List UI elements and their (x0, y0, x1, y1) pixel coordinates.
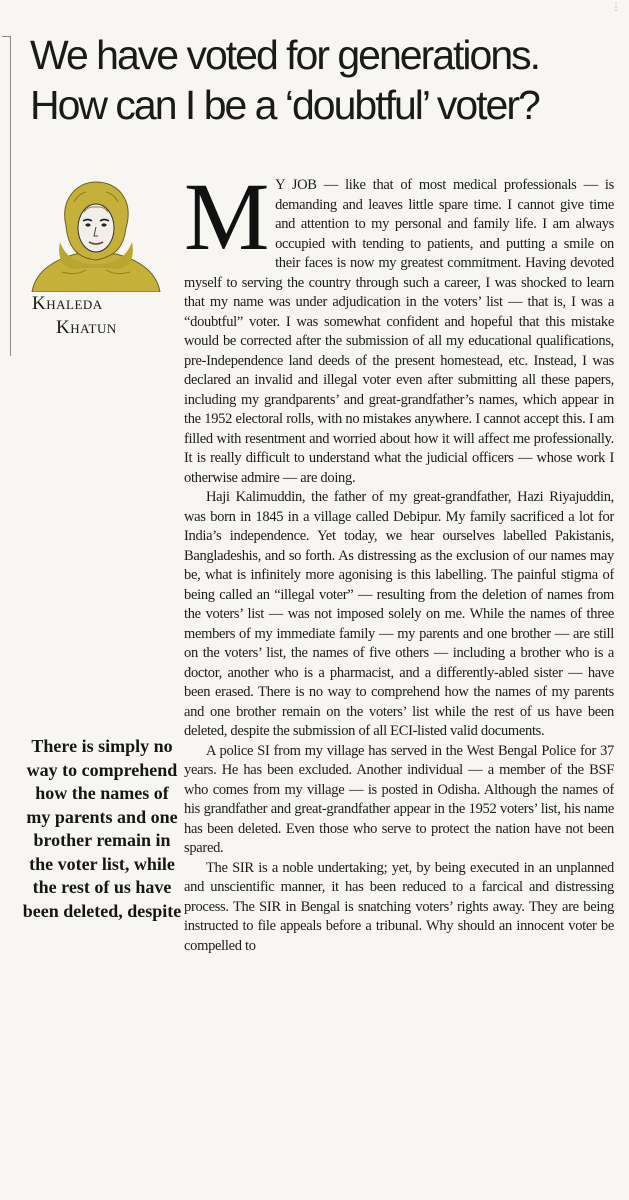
author-last-name: Khatun (56, 317, 117, 338)
left-rule-tick (2, 36, 11, 37)
headline (30, 30, 620, 130)
drop-cap: M (184, 176, 270, 270)
headline-line-2: How can I be a ‘doubtful’ voter? (30, 82, 539, 128)
author-first-name: Khaleda (32, 293, 103, 314)
article-body (184, 176, 614, 1184)
article-paragraph: A police SI from my village has served in the West Bengal Police for 37 years. He has been excluded. Another individual — a member of the BSF who comes from my village — is posted in Odisha. Although the names of his grandfather and great-grandfather appear in the 1952 voters’ list, his name has been deleted. Even those who serve to protect the nation have not been spared. (184, 742, 614, 856)
article-paragraph (184, 176, 614, 488)
author-portrait-icon (26, 172, 166, 292)
headline-line-1: We have voted for generations. (30, 32, 540, 78)
pull-quote: There is simply no way to comprehend how the names of my parents and one brother remain in the voter list, while the rest of us have been deleted, despite (22, 736, 182, 921)
left-vertical-rule (10, 36, 11, 356)
author-byline (28, 292, 168, 340)
article-paragraph: Haji Kalimuddin, the father of my great-grandfather, Hazi Riyajuddin, was born in 1845 in a village called Debipur. My family sacrificed a lot for India’s independence. Yet today, we hear ourselves labelled Pakistanis, Bangladeshis, and so forth. As distressing as the exclusion of our names may be, what is infinitely more agonising is this labelling. The painful stigma of being called an “illegal voter” — resulting from the deletion of names from the voters’ list — was not imposed solely on me. While the names of three members of my immediate family — my parents and one brother — are still on the voters’ list, the names of five others — including a brother who is a doctor, another who is a pharmacist, and a differently-abled sister — have been erased. There is no way to comprehend how the names of my parents and one brother remain on the voters’ list while the rest of us have been deleted, despite the submission of all ECI-listed valid documents. (184, 489, 614, 739)
page-corner-mark-icon: ⋮ (611, 2, 621, 13)
paragraph-text: Y JOB — like that of most medical professionals — is demanding and leaves little spare time. I cannot give time and attention to my personal and family life. I am always occupied with tending to patients, and putting a smile on their faces is now my greatest commitment. Having devoted myself to serving the country through such a career, I was shocked to learn that my name was under adjudication in the voters’ list — that is, I was a “doubtful” voter. I was somewhat confident and hopeful that this mistake would be corrected after the submission of all my educational qualifications, pre-Independence land deeds of the present homestead, etc. Instead, I was declared an invalid and illegal voter even after submitting all these papers, including my grandparents’ and great-grandfather’s names, which appear in the 1952 electoral rolls, with no mistakes anywhere. I cannot accept this. I am filled with resentment and worried about how it will affect me professionally. It is really difficult to understand what the judicial officers — whose work I otherwise admire — are doing. (184, 177, 614, 486)
article-paragraph: The SIR is a noble undertaking; yet, by being executed in an unplanned and unscientific manner, it has been reduced to a farcical and distressing process. The SIR in Bengal is snatching voters’ rights away. They are being instructed to file appeals before a tribunal. Why should an innocent voter be compelled to (184, 859, 614, 954)
